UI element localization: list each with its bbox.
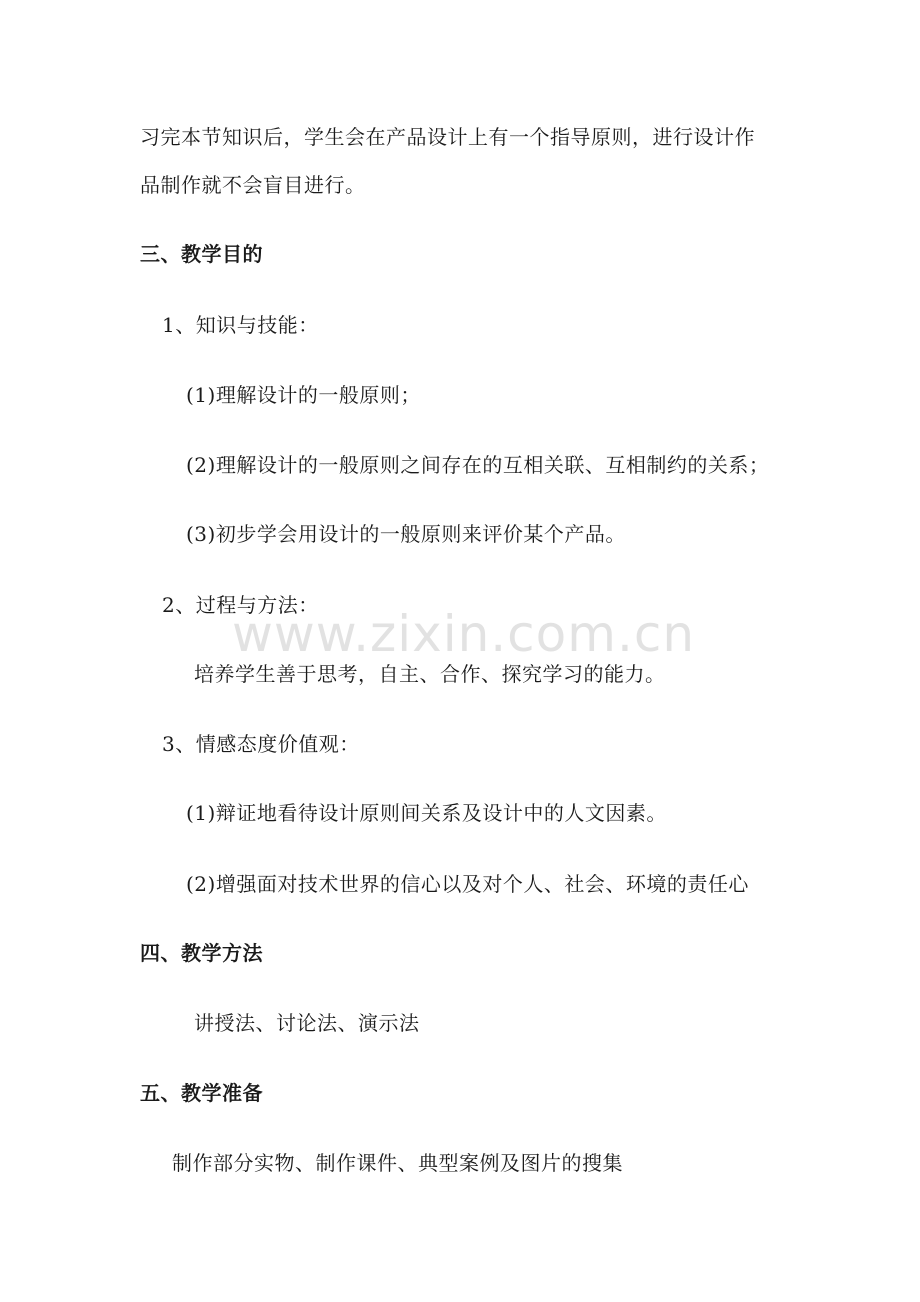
s3-item-2: 2、过程与方法：: [162, 593, 319, 617]
intro-line-1: 习完本节知识后，学生会在产品设计上有一个指导原则，进行设计作: [140, 125, 755, 149]
s4-text: 讲授法、讨论法、演示法: [194, 1011, 420, 1035]
s3-item-1a: (1)理解设计的一般原则；: [186, 383, 421, 407]
s3-item-2-text: 培养学生善于思考，自主、合作、探究学习的能力。: [194, 662, 666, 686]
s5-text: 制作部分实物、制作课件、典型案例及图片的搜集: [172, 1151, 623, 1175]
s3-item-1c: (3)初步学会用设计的一般原则来评价某个产品。: [186, 522, 626, 546]
watermark: www.zixin.com.cn: [232, 605, 696, 663]
s3-item-1: 1、知识与技能：: [162, 313, 319, 337]
intro-line-2: 品制作就不会盲目进行。: [140, 173, 366, 197]
s3-item-3b: (2)增强面对技术世界的信心以及对个人、社会、环境的责任心: [186, 872, 749, 896]
section-5-title: 五、教学准备: [140, 1081, 263, 1105]
section-4-title: 四、教学方法: [140, 941, 263, 965]
s3-item-1b: (2)理解设计的一般原则之间存在的互相关联、互相制约的关系；: [186, 453, 770, 477]
s3-item-3: 3、情感态度价值观：: [162, 732, 360, 756]
s3-item-3a: (1)辩证地看待设计原则间关系及设计中的人文因素。: [186, 801, 667, 825]
section-3-title: 三、教学目的: [140, 242, 263, 266]
